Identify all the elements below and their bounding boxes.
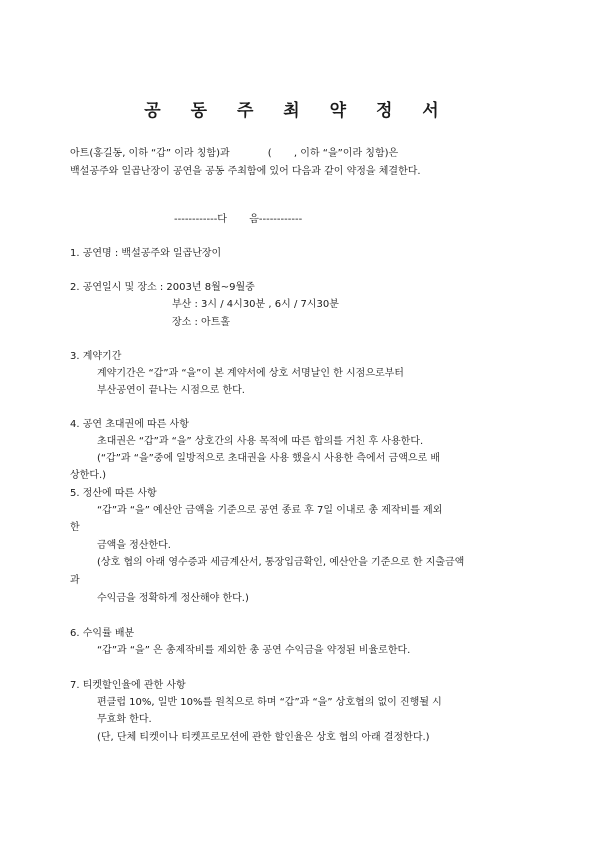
section-4-line-3: 상한다.) <box>70 470 107 481</box>
section-5-line-5: 과 <box>70 575 80 586</box>
intro-line-1: 아트(홍길동, 이하 “갑” 이라 칭함)과 ( , 이하 “을”이라 칭함)은 <box>70 148 399 159</box>
section-4-line-2: (“갑”과 “을”중에 일방적으로 초대권을 사용 했을시 사용한 측에서 금액으로 배 <box>97 453 441 464</box>
section-4-title: 4. 공연 초대권에 따른 사항 <box>70 419 189 430</box>
section-heading: ------------다 음------------ <box>174 214 303 225</box>
section-6-title: 6. 수익률 배분 <box>70 628 135 639</box>
section-3-title: 3. 계약기간 <box>70 351 122 362</box>
section-2-line-2: 장소 : 아트홀 <box>172 317 231 328</box>
section-5-line-1: “갑”과 “을” 예산안 금액을 기준으로 공연 종료 후 7일 이내로 총 제작비를 제외 <box>97 505 443 516</box>
section-2-title: 2. 공연일시 및 장소 : 2003년 8월~9월중 <box>70 282 255 293</box>
section-7-line-2: 무효화 한다. <box>97 714 152 725</box>
section-5-line-6: 수익금을 정확하게 정산해야 한다.) <box>97 593 249 604</box>
section-7-title: 7. 티켓할인율에 관한 사항 <box>70 680 186 691</box>
section-5-line-3: 금액을 정산한다. <box>97 540 171 551</box>
section-7-line-1: 편클럽 10%, 일반 10%를 원칙으로 하며 “갑”과 “을” 상호협의 없이 진행될 시 <box>97 697 442 708</box>
document-title: 공 동 주 최 약 정 서 <box>144 101 451 121</box>
section-6-line-1: “갑”과 “을” 은 총제작비를 제외한 총 공연 수익금을 약정된 비율로한다. <box>97 645 411 656</box>
section-2-line-1: 부산 : 3시 / 4시30분 , 6시 / 7시30분 <box>172 299 339 310</box>
section-5-line-4: (상호 협의 아래 영수증과 세금계산서, 통장입금확인, 예산안을 기준으로 한 지출금액 <box>97 557 465 568</box>
section-5-title: 5. 정산에 따른 사항 <box>70 488 157 499</box>
intro-line-2: 백설공주와 일곱난장이 공연을 공동 주최함에 있어 다음과 같이 약정을 체결한다. <box>70 166 421 177</box>
section-3-line-2: 부산공연이 끝나는 시점으로 한다. <box>97 385 245 396</box>
section-7-line-3: (단, 단체 티켓이나 티켓프로모션에 관한 할인율은 상호 협의 아래 결정한다.) <box>97 732 430 743</box>
section-5-line-2: 한 <box>70 522 80 533</box>
section-3-line-1: 계약기간은 “갑”과 “을”이 본 계약서에 상호 서명날인 한 시점으로부터 <box>97 368 404 379</box>
section-1-title: 1. 공연명 : 백설공주와 일곱난장이 <box>70 248 222 259</box>
section-4-line-1: 초대권은 “갑”과 “을” 상호간의 사용 목적에 따른 합의를 거친 후 사용한다. <box>97 436 424 447</box>
